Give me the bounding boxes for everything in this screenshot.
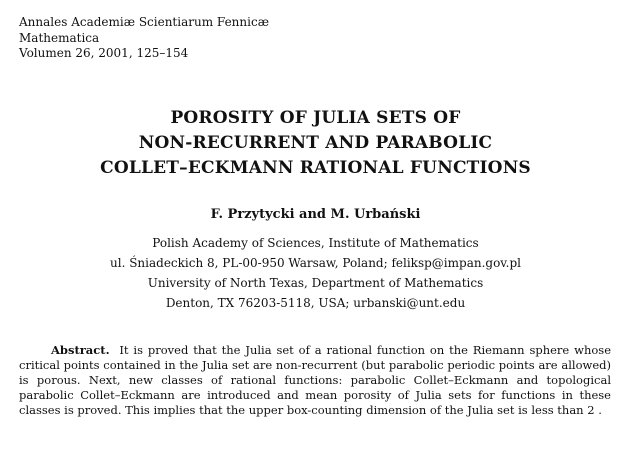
journal-series: Mathematica bbox=[19, 30, 100, 45]
title-line-3: COLLET–ECKMANN RATIONAL FUNCTIONS bbox=[100, 158, 531, 178]
affiliation-line-3: University of North Texas, Department of Mathematics bbox=[147, 276, 484, 290]
author-list: F. Przytycki and M. Urbański bbox=[210, 207, 421, 222]
journal-name: Annales Academiæ Scientiarum Fennicæ bbox=[19, 15, 269, 29]
abstract bbox=[19, 343, 611, 418]
abstract-label: Abstract. bbox=[51, 343, 110, 357]
abstract-text: It is proved that the Julia set of a rational function on the Riemann sphere whose critical points contained in the Julia set are non-recurrent (but parabolic periodic points are allowed) is porous. Next, new classes of rational functions: parabolic Collet–Eckmann and topological parabolic Collet–Eckmann are introduced and mean porosity of Julia sets for functions in these classes is proved. This implies that the upper box-counting dimension of the Julia set is less than 2 . bbox=[19, 343, 611, 417]
affiliations bbox=[0, 233, 631, 313]
paper-title bbox=[0, 106, 631, 181]
journal-volume: Volumen 26, 2001, 125–154 bbox=[19, 46, 189, 60]
title-line-1: POROSITY OF JULIA SETS OF bbox=[170, 108, 461, 128]
title-line-2: NON-RECURRENT AND PARABOLIC bbox=[138, 133, 493, 153]
affiliation-line-2: ul. Śniadeckich 8, PL-00-950 Warsaw, Poland; feliksp@impan.gov.pl bbox=[110, 256, 521, 270]
journal-header bbox=[19, 15, 269, 62]
affiliation-line-1: Polish Academy of Sciences, Institute of Mathematics bbox=[152, 236, 479, 250]
affiliation-line-4: Denton, TX 76203-5118, USA; urbanski@unt.edu bbox=[165, 296, 466, 310]
